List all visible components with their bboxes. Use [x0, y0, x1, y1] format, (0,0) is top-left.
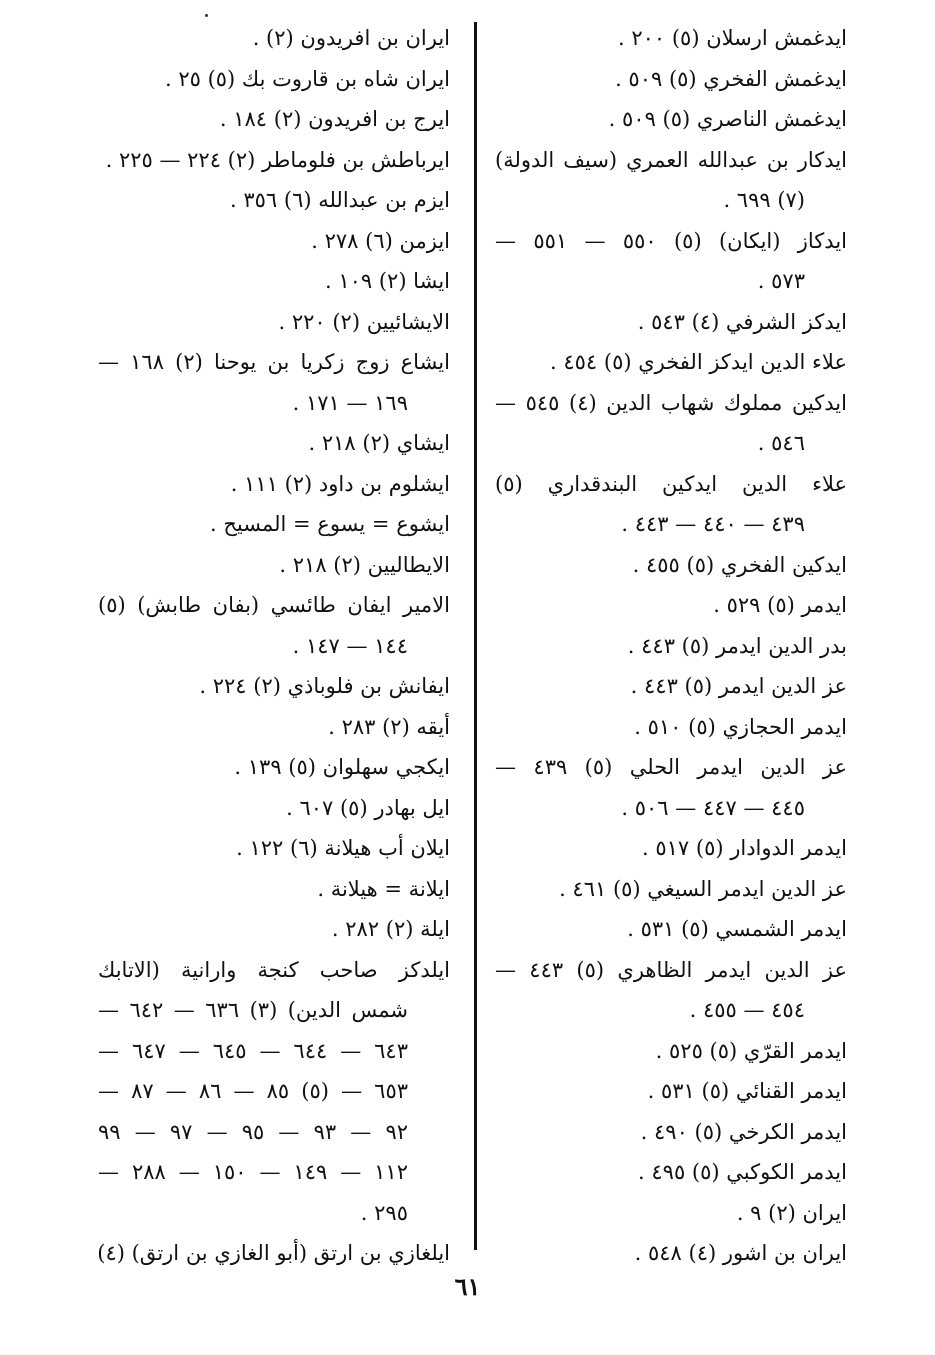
index-entry: عز الدين ايدمر السيغي (٥) ٤٦١ .: [559, 876, 847, 901]
index-entry: ١٦٩ — ١٧١ .: [292, 390, 408, 415]
index-entry: ٩٢ — ٩٣ — ٩٥ — ٩٧ — ٩٩: [98, 1119, 408, 1144]
index-entry: ٦٤٣ — ٦٤٤ — ٦٤٥ — ٦٤٧ —: [98, 1038, 408, 1063]
index-entry: ايدكار بن عبدالله العمري (سيف الدولة): [495, 147, 847, 172]
index-entry: الايطاليين (٢) ٢١٨ .: [279, 552, 450, 577]
index-entry: ايدكز الشرفي (٤) ٥٤٣ .: [637, 309, 847, 334]
index-entry: ايشا (٢) ١٠٩ .: [324, 269, 450, 293]
index-entry: ايلانة = هيلانة .: [317, 876, 450, 901]
ink-speck: [205, 14, 208, 17]
index-entry: ايدكاز (ايكان) (٥) ٥٥٠ — ٥٥١ —: [495, 228, 847, 253]
index-entry: بدر الدين ايدمر (٥) ٤٤٣ .: [627, 633, 847, 658]
index-entry: الايشائيين (٢) ٢٢٠ .: [278, 309, 450, 334]
index-entry: ٥٤٦ .: [757, 431, 805, 455]
index-entry: ايدكين مملوك شهاب الدين (٤) ٥٤٥ —: [495, 390, 847, 415]
index-entry: ٢٩٥ .: [360, 1200, 408, 1225]
index-entry: ايشلوم بن داود (٢) ١١١ .: [230, 471, 450, 496]
index-entry: ١٤٤ — ١٤٧ .: [292, 633, 408, 658]
index-entry: ايدمر الكرخي (٥) ٤٩٠ .: [640, 1119, 847, 1144]
index-entry: ايدغمش ارسلان (٥) ٢٠٠ .: [617, 26, 847, 50]
index-entry: ايلدكز صاحب كنجة وارانية (الاتابك: [98, 957, 450, 982]
index-entry: ايرباطش بن فلوماطر (٢) ٢٢٤ — ٢٢٥ .: [105, 147, 450, 172]
index-entry: ايدمر (٥) ٥٢٩ .: [713, 593, 847, 617]
page-number: ٦١: [454, 1272, 481, 1301]
index-entry: ايران شاه بن قاروت بك (٥) ٢٥ .: [164, 66, 450, 91]
index-entry: ايزمن (٦) ٢٧٨ .: [311, 228, 450, 253]
index-entry: أيقه (٢) ٢٨٣ .: [328, 714, 450, 739]
index-entry: علاء الدين ايدكز الفخري (٥) ٤٥٤ .: [550, 350, 847, 374]
index-entry: ٦٥٣ — (٥) ٨٥ — ٨٦ — ٨٧ —: [98, 1079, 409, 1103]
index-entry: ايدمر الحجازي (٥) ٥١٠ .: [634, 714, 847, 739]
index-entry: ايزم بن عبدالله (٦) ٣٥٦ .: [229, 188, 450, 212]
index-entry: ٤٥٤ — ٤٥٥ .: [689, 998, 805, 1022]
index-entry: عز الدين ايدمر (٥) ٤٤٣ .: [630, 674, 847, 698]
index-entry: ايدمر القنائي (٥) ٥٣١ .: [647, 1079, 847, 1103]
index-entry: ايران بن افريدون (٢) .: [252, 26, 450, 50]
index-entry: ٤٤٥ — ٤٤٧ — ٥٠٦ .: [621, 795, 805, 820]
index-entry: ايلغازي بن ارتق (أبو الغازي بن ارتق) (٤): [97, 1241, 450, 1265]
index-entry: ايدمر القرّي (٥) ٥٢٥ .: [655, 1038, 847, 1063]
index-entry: ايدمر الكوكبي (٥) ٤٩٥ .: [638, 1160, 847, 1184]
index-entry: الامير ايفان طائسي (بفان طابش) (٥): [98, 593, 450, 617]
index-entry: ايدمر الدوادار (٥) ٥١٧ .: [642, 836, 847, 860]
index-entry: ٥٧٣ .: [757, 269, 805, 293]
index-entry: عز الدين ايدمر الظاهري (٥) ٤٤٣ —: [495, 957, 847, 982]
index-entry: ايدكين الفخري (٥) ٤٥٥ .: [632, 552, 847, 577]
index-column-left: [98, 18, 450, 1274]
index-entry: ايران بن اشور (٤) ٥٤٨ .: [634, 1241, 847, 1265]
index-entry: ايل بهادر (٥) ٦٠٧ .: [286, 795, 450, 820]
index-entry: ايرج بن افريدون (٢) ١٨٤ .: [219, 107, 450, 131]
index-entry: ايفانش بن فلوباذي (٢) ٢٢٤ .: [199, 674, 450, 698]
index-entry: ايشاي (٢) ٢١٨ .: [308, 431, 450, 455]
index-entry: شمس الدين) (٣) ٦٣٦ — ٦٤٢ —: [98, 998, 408, 1022]
index-entry: ايشوع = يسوع = المسيح .: [210, 512, 450, 536]
index-entry: ايكجي سهلوان (٥) ١٣٩ .: [234, 755, 450, 779]
index-entry: ١١٢ — ١٤٩ — ١٥٠ — ٢٨٨ —: [98, 1160, 408, 1184]
index-entry: ايدغمش الناصري (٥) ٥٠٩ .: [608, 107, 847, 131]
index-entry: علاء الدين ايدكين البندقداري (٥): [495, 471, 847, 496]
index-entry: ايشاع زوج زكريا بن يوحنا (٢) ١٦٨ —: [98, 350, 450, 374]
index-entry: ايلان أب هيلانة (٦) ١٢٢ .: [236, 836, 450, 860]
index-entry: ايلة (٢) ٢٨٢ .: [331, 917, 450, 941]
index-column-right: [495, 18, 847, 1274]
index-entry: عز الدين ايدمر الحلي (٥) ٤٣٩ —: [495, 755, 847, 779]
index-entry: (٧) ٦٩٩ .: [723, 188, 805, 212]
column-divider: [474, 22, 477, 1250]
index-entry: ٤٣٩ — ٤٤٠ — ٤٤٣ .: [621, 512, 805, 536]
index-entry: ايدمر الشمسي (٥) ٥٣١ .: [627, 917, 847, 941]
index-entry: ايدغمش الفخري (٥) ٥٠٩ .: [615, 66, 847, 91]
index-entry: ايران (٢) ٩ .: [736, 1200, 847, 1225]
